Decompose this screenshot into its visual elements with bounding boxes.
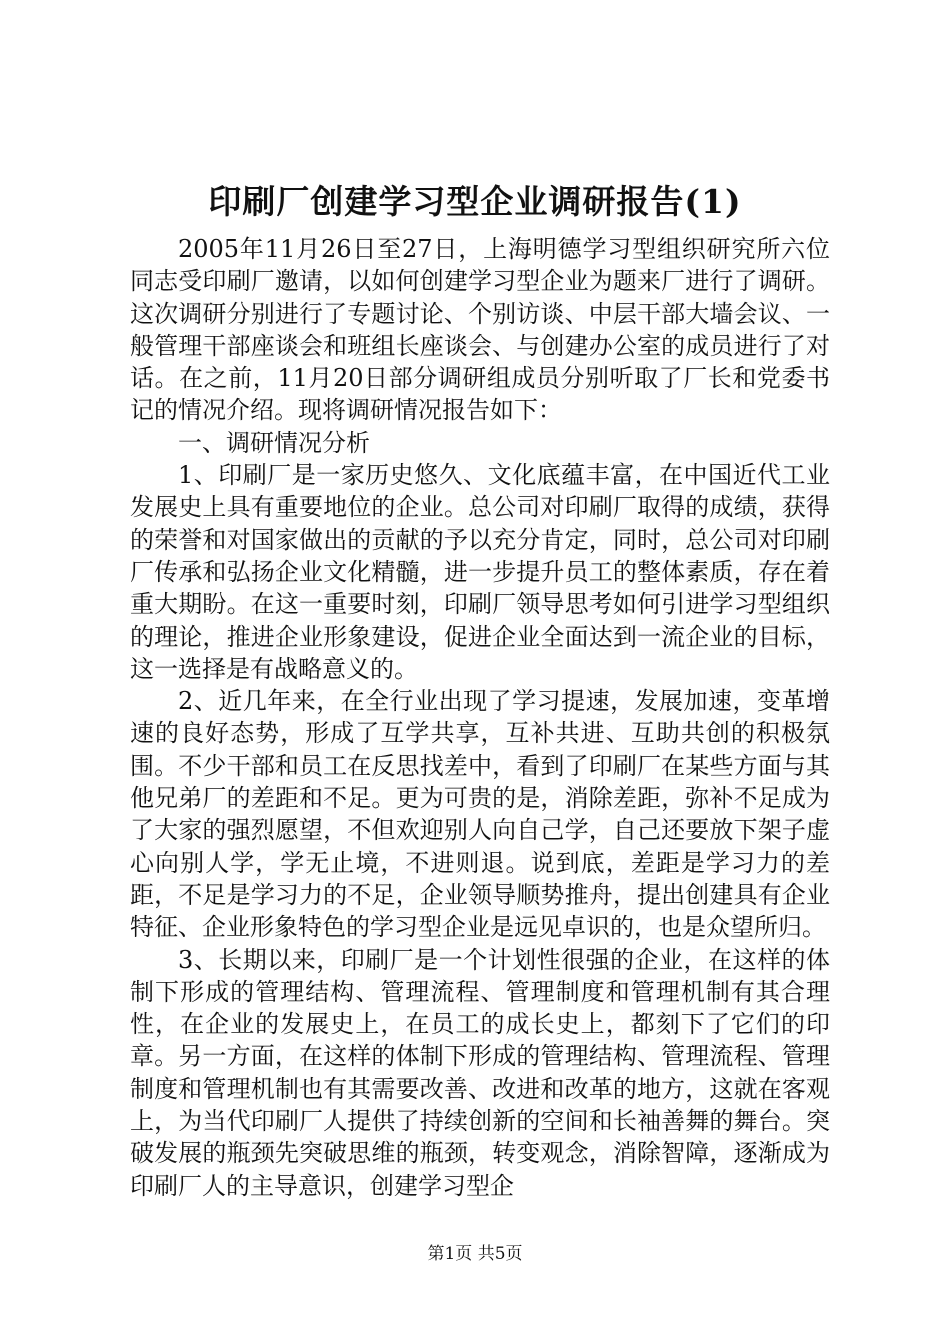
paragraph-point-1: 1、印刷厂是一家历史悠久、文化底蕴丰富，在中国近代工业发展史上具有重要地位的企业。总公司对印刷厂取得的成绩，获得的荣誉和对国家做出的贡献的予以充分肯定，同时，总公司对印刷厂传承和弘扬企业文化精髓，进一步提升员工的整体素质，存在着重大期盼。在这一重要时刻，印刷厂领导思考如何引进学习型组织的理论，推进企业形象建设，促进企业全面达到一流企业的目标，这一选择是有战略意义的。 bbox=[130, 461, 830, 683]
page-footer: 第1页 共5页 bbox=[427, 1244, 523, 1264]
document-body bbox=[130, 233, 830, 1202]
paragraph-point-3: 3、长期以来，印刷厂是一个计划性很强的企业，在这样的体制下形成的管理结构、管理流程、管理制度和管理机制有其合理性，在企业的发展史上，在员工的成长史上，都刻下了它们的印章。另一方面，在这样的体制下形成的管理结构、管理流程、管理制度和管理机制也有其需要改善、改进和改革的地方，这就在客观上，为当代印刷厂人提供了持续创新的空间和长袖善舞的舞台。突破发展的瓶颈先突破思维的瓶颈，转变观念，消除智障，逐渐成为印刷厂人的主导意识，创建学习型企 bbox=[130, 945, 830, 1200]
paragraph-intro: 2005年11月26日至27日，上海明德学习型组织研究所六位同志受印刷厂邀请，以如何创建学习型企业为题来厂进行了调研。这次调研分别进行了专题讨论、个别访谈、中层干部大墙会议、一般管理干部座谈会和班组长座谈会、与创建办公室的成员进行了对话。在之前，11月20日部分调研组成员分别听取了厂长和党委书记的情况介绍。现将调研情况报告如下： bbox=[130, 235, 830, 425]
paragraph-point-2: 2、近几年来，在全行业出现了学习提速，发展加速，变革增速的良好态势，形成了互学共享，互补共进、互助共创的积极氛围。不少干部和员工在反思找差中，看到了印刷厂在某些方面与其他兄弟厂的差距和不足。更为可贵的是，消除差距，弥补不足成为了大家的强烈愿望，不但欢迎别人向自己学，自己还要放下架子虚心向别人学，学无止境，不进则退。说到底，差距是学习力的差距，不足是学习力的不足，企业领导顺势推舟，提出创建具有企业特征、企业形象特色的学习型企业是远见卓识的，也是众望所归。 bbox=[130, 687, 830, 942]
section-heading: 一、调研情况分析 bbox=[178, 428, 370, 457]
document-title: 印刷厂创建学习型企业调研报告(1) bbox=[208, 182, 742, 221]
